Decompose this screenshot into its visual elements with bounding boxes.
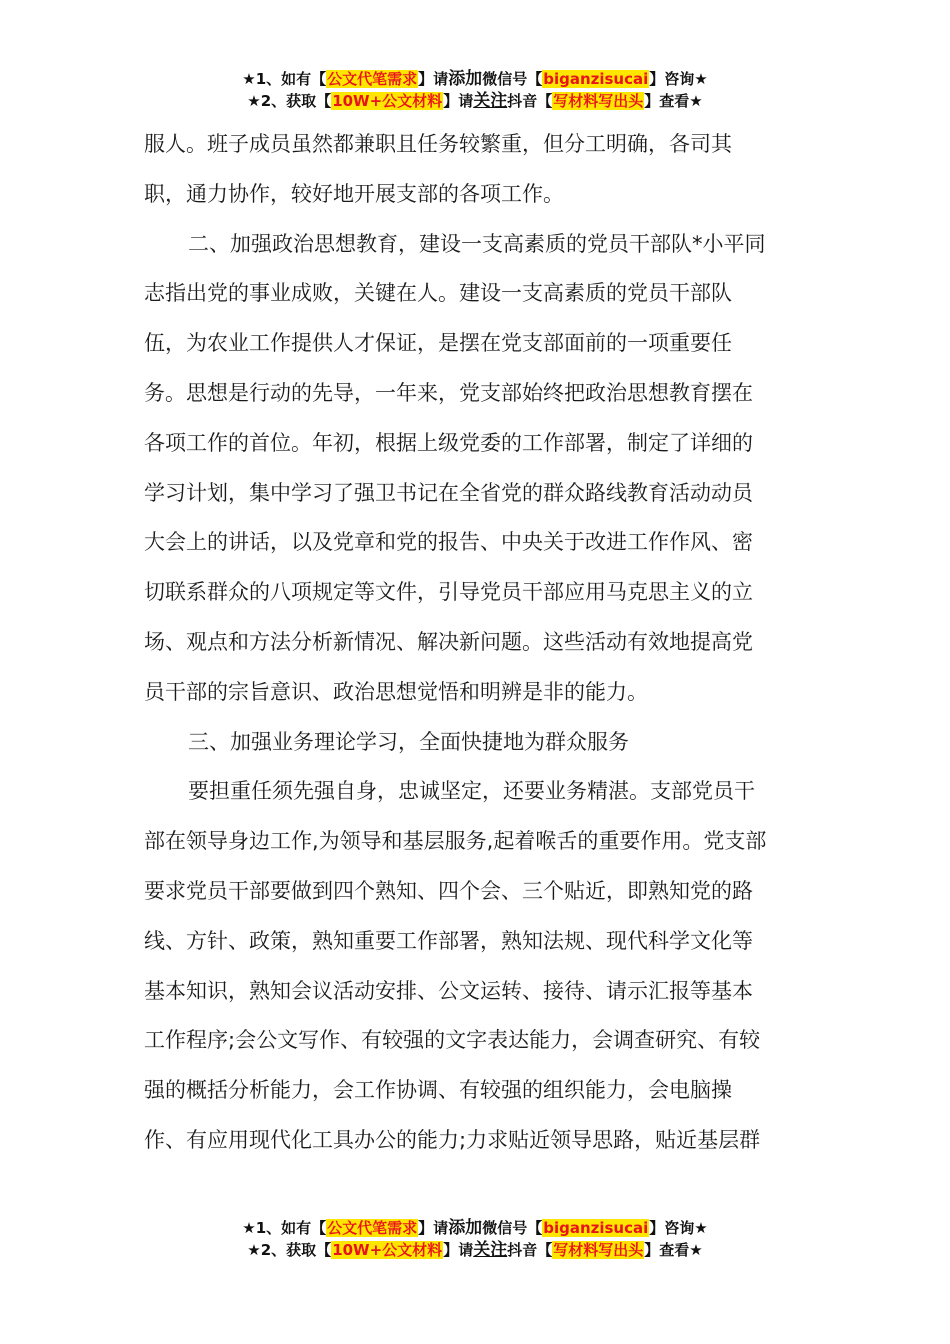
banner-text: 】咨询★: [649, 70, 708, 88]
body-line: 要担重任须先强自身，忠诚坚定，还要业务精湛。支部党员干: [188, 779, 755, 804]
body-line: 各项工作的首位。年初，根据上级党委的工作部署，制定了详细的: [144, 430, 753, 455]
banner-text: 】查看★: [644, 92, 703, 110]
banner-text: ★2、获取【: [247, 92, 332, 110]
highlight-wechat-id: biganzisucai: [543, 70, 649, 88]
banner-emphasis: 关注: [473, 91, 508, 111]
highlight-douyin-account: 写材料写出头: [553, 1241, 644, 1259]
banner-emphasis: 添加: [448, 69, 483, 89]
body-line: 要求党员干部要做到四个熟知、四个会、三个贴近，即熟知党的路: [144, 878, 753, 903]
banner-text: ★1、如有【: [242, 70, 327, 88]
body-line: 基本知识，熟知会议活动安排、公文运转、接待、请示汇报等基本: [144, 978, 753, 1003]
body-line: 作、有应用现代化工具办公的能力;力求贴近领导思路，贴近基层群: [144, 1127, 761, 1152]
section-heading: 二、加强政治思想教育，建设一支高素质的党员干部队*小平同: [188, 231, 766, 256]
body-line: 场、观点和方法分析新情况、解决新问题。这些活动有效地提高党: [144, 629, 753, 654]
body-line: 伍，为农业工作提供人才保证，是摆在党支部面前的一项重要任: [144, 331, 732, 356]
banner-text: 】请: [418, 70, 449, 88]
banner-emphasis: 添加: [448, 1218, 483, 1238]
body-line: 员干部的宗旨意识、政治思想觉悟和明辨是非的能力。: [144, 679, 648, 704]
highlight-douyin-account: 写材料写出头: [553, 92, 644, 110]
banner-line-1: [0, 1217, 950, 1239]
banner-line-1: [0, 68, 950, 90]
banner-text: 】请: [443, 1241, 474, 1259]
banner-text: ★2、获取【: [247, 1241, 332, 1259]
banner-text: 】请: [443, 92, 474, 110]
banner-text: ★1、如有【: [242, 1219, 327, 1237]
document-body: [144, 120, 809, 1166]
highlight-materials: 10W+公文材料: [332, 92, 443, 110]
banner-text: 】咨询★: [649, 1219, 708, 1237]
banner-emphasis: 关注: [473, 1240, 508, 1260]
body-line: 强的概括分析能力，会工作协调、有较强的组织能力，会电脑操: [144, 1078, 732, 1103]
body-line: 切联系群众的八项规定等文件，引导党员干部应用马克思主义的立: [144, 580, 753, 605]
banner-text: 抖音【: [507, 92, 553, 110]
footer-banner: [0, 1217, 950, 1261]
body-line: 务。思想是行动的先导，一年来，党支部始终把政治思想教育摆在: [144, 380, 753, 405]
banner-text: 微信号【: [482, 1219, 543, 1237]
highlight-ghostwriting: 公文代笔需求: [327, 70, 418, 88]
highlight-ghostwriting: 公文代笔需求: [327, 1219, 418, 1237]
banner-text: 微信号【: [482, 70, 543, 88]
body-line: 线、方针、政策，熟知重要工作部署，熟知法规、现代科学文化等: [144, 928, 753, 953]
highlight-materials: 10W+公文材料: [332, 1241, 443, 1259]
body-line: 学习计划，集中学习了强卫书记在全省党的群众路线教育活动动员: [144, 480, 753, 505]
banner-line-2: [0, 90, 950, 112]
body-line: 大会上的讲话，以及党章和党的报告、中央关于改进工作作风、密: [144, 530, 753, 555]
body-line: 部在领导身边工作,为领导和基层服务,起着喉舌的重要作用。党支部: [144, 829, 767, 854]
body-line: 职，通力协作，较好地开展支部的各项工作。: [144, 181, 564, 206]
banner-text: 】查看★: [644, 1241, 703, 1259]
header-banner: [0, 68, 950, 112]
body-line: 志指出党的事业成败，关键在人。建设一支高素质的党员干部队: [144, 281, 732, 306]
banner-line-2: [0, 1239, 950, 1261]
banner-text: 抖音【: [507, 1241, 553, 1259]
highlight-wechat-id: biganzisucai: [543, 1219, 649, 1237]
body-line: 工作程序;会公文写作、有较强的文字表达能力，会调查研究、有较: [144, 1028, 761, 1053]
banner-text: 】请: [418, 1219, 449, 1237]
section-heading: 三、加强业务理论学习，全面快捷地为群众服务: [188, 729, 629, 754]
body-line: 服人。班子成员虽然都兼职且任务较繁重，但分工明确，各司其: [144, 132, 732, 156]
